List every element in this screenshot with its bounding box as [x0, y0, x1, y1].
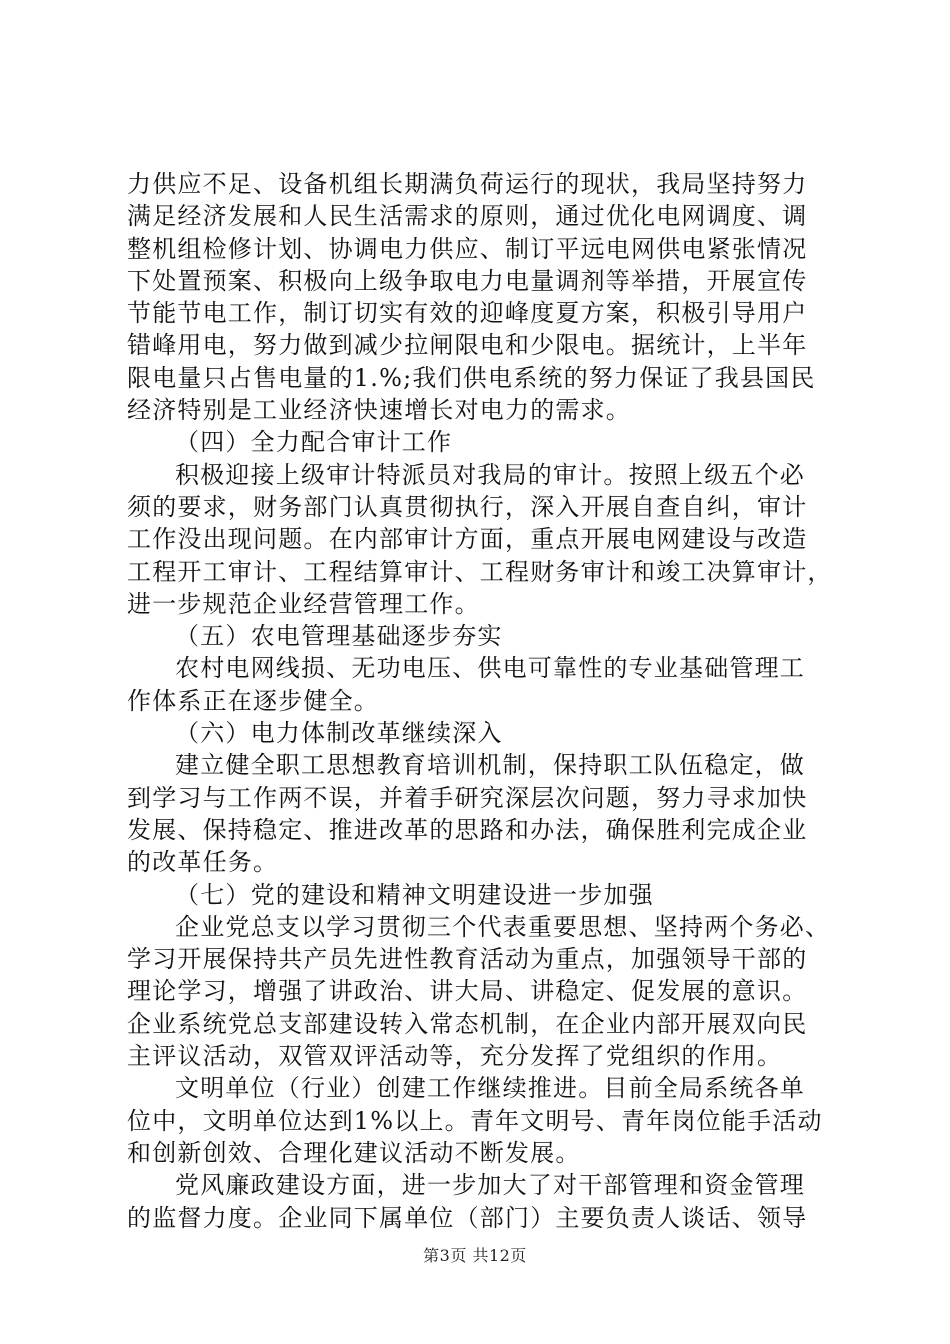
text-line: 工作没出现问题。在内部审计方面，重点开展电网建设与改造 [127, 525, 808, 554]
text-line: 限电量只占售电量的1.%;我们供电系统的努力保证了我县国民 [127, 363, 816, 392]
text-line: 整机组检修计划、协调电力供应、制订平远电网供电紧张情况 [127, 234, 808, 263]
text-line: （七）党的建设和精神文明建设进一步加强 [175, 880, 654, 909]
text-line: 须的要求，财务部门认真贯彻执行，深入开展自查自纠，审计 [127, 492, 808, 521]
text-line: 错峰用电，努力做到减少拉闸限电和少限电。据统计，上半年 [127, 331, 808, 360]
text-line: 工程开工审计、工程结算审计、工程财务审计和竣工决算审计， [127, 557, 833, 586]
document-body [127, 168, 847, 1234]
text-line: 企业党总支以学习贯彻三个代表重要思想、坚持两个务必、 [175, 912, 831, 941]
text-line: 主评议活动，双管双评活动等，充分发挥了党组织的作用。 [127, 1042, 783, 1071]
text-line: （四）全力配合审计工作 [175, 428, 453, 457]
text-line: 力供应不足、设备机组长期满负荷运行的现状，我局坚持努力 [127, 170, 808, 198]
text-line: 学习开展保持共产员先进性教育活动为重点，加强领导干部的 [127, 945, 808, 974]
text-line: 的监督力度。企业同下属单位（部门）主要负责人谈话、领导 [127, 1203, 808, 1232]
text-line: 下处置预案、积极向上级争取电力电量调剂等举措，开展宣传 [127, 266, 808, 295]
text-line: 建立健全职工思想教育培训机制，保持职工队伍稳定，做 [175, 751, 805, 780]
text-line: 农村电网线损、无功电压、供电可靠性的专业基础管理工 [175, 654, 805, 683]
text-line: 文明单位（行业）创建工作继续推进。目前全局系统各单 [175, 1074, 805, 1103]
text-line: 满足经济发展和人民生活需求的原则，通过优化电网调度、调 [127, 202, 808, 231]
text-line: 的改革任务。 [127, 848, 279, 877]
text-line: 节能节电工作，制订切实有效的迎峰度夏方案，积极引导用户 [127, 299, 808, 328]
text-line: 进一步规范企业经营管理工作。 [127, 589, 480, 618]
text-line: 理论学习，增强了讲政治、讲大局、讲稳定、促发展的意识。 [127, 977, 808, 1006]
text-line: 积极迎接上级审计特派员对我局的审计。按照上级五个必 [175, 460, 805, 489]
text-line: 党风廉政建设方面，进一步加大了对干部管理和资金管理 [175, 1171, 805, 1200]
text-line: 到学习与工作两不误，并着手研究深层次问题，努力寻求加快 [127, 783, 808, 812]
text-line: 作体系正在逐步健全。 [127, 686, 379, 715]
text-line: 经济特别是工业经济快速增长对电力的需求。 [127, 396, 631, 425]
text-line: （五）农电管理基础逐步夯实 [175, 622, 503, 651]
page-number-footer: 第3页 共12页 [423, 1246, 527, 1265]
text-line: 发展、保持稳定、推进改革的思路和办法，确保胜利完成企业 [127, 815, 808, 844]
text-line: （六）电力体制改革继续深入 [175, 719, 503, 748]
text-line: 企业系统党总支部建设转入常态机制，在企业内部开展双向民 [127, 1009, 808, 1038]
text-line: 位中，文明单位达到1%以上。青年文明号、青年岗位能手活动 [127, 1106, 823, 1135]
text-line: 和创新创效、合理化建议活动不断发展。 [127, 1138, 581, 1167]
